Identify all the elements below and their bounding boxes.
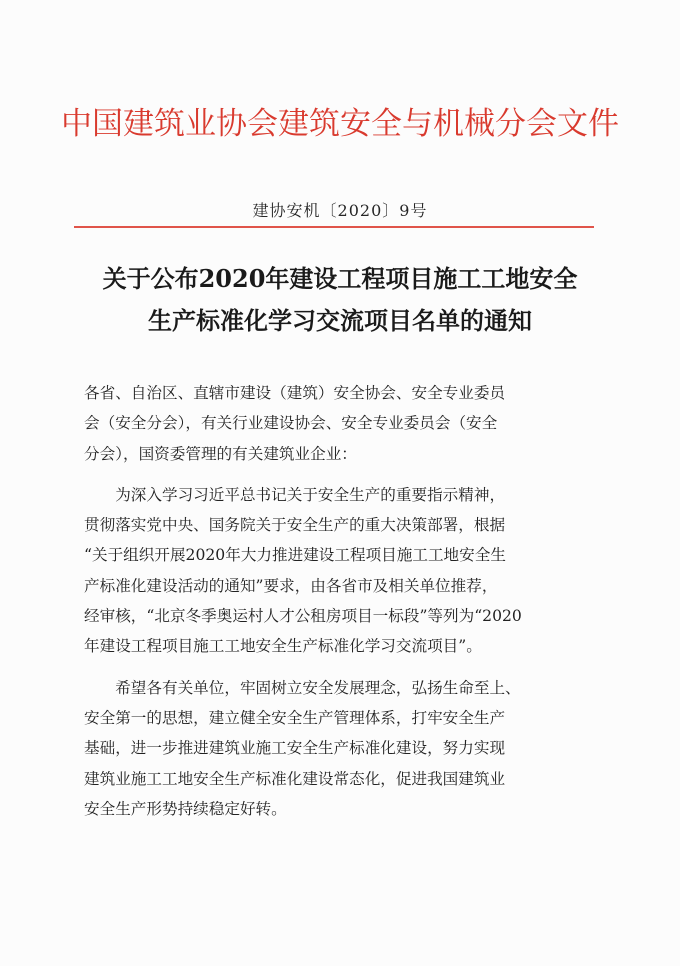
paragraph1-line: 为深入学习习近平总书记关于安全生产的重要指示精神， [84, 485, 506, 504]
paragraph2-line: 希望各有关单位，牢固树立安全发展理念，弘扬生命至上、 [84, 678, 521, 697]
paragraph1-line: “关于组织开展2020年大力推进建设工程项目施工工地安全生 [84, 546, 506, 565]
paragraph1-line: 产标准化建设活动的通知”要求，由各省市及相关单位推荐， [84, 576, 498, 595]
notice-body [84, 378, 600, 824]
org-header-title: 中国建筑业协会建筑安全与机械分会文件 [61, 106, 619, 142]
paragraph1-line: 经审核，“北京冬季奥运村人才公租房项目一标段”等列为“2020 [84, 607, 522, 626]
paragraph1-line: 贯彻落实党中央、国务院关于安全生产的重大决策部署，根据 [84, 516, 506, 535]
addressee-line: 会（安全分会），有关行业建设协会、安全专业委员会（安全 [84, 414, 498, 433]
addressee-line: 各省、自治区、直辖市建设（建筑）安全协会、安全专业委员 [84, 384, 506, 402]
paragraph2-line: 安全第一的思想，建立健全安全生产管理体系，打牢安全生产 [84, 708, 506, 727]
notice-title-line: 生产标准化学习交流项目名单的通知 [148, 306, 532, 335]
addressee-line: 分会），国资委管理的有关建筑业企业： [84, 444, 357, 463]
paragraph-gap [84, 469, 600, 480]
paragraph2-line: 基础，进一步推进建筑业施工安全生产标准化建设，努力实现 [84, 739, 506, 758]
red-divider-rule [74, 226, 594, 228]
paragraph2-line: 安全生产形势持续稳定好转。 [84, 799, 287, 818]
paragraph-gap [84, 662, 600, 673]
notice-title-line: 关于公布2020年建设工程项目施工工地安全 [102, 264, 578, 293]
paragraph2-line: 建筑业施工工地安全生产标准化建设常态化，促进我国建筑业 [84, 769, 506, 788]
paragraph1-line: 年建设工程项目施工工地安全生产标准化学习交流项目”。 [84, 637, 482, 656]
notice-title [60, 258, 620, 342]
document-number: 建协安机〔2020〕9号 [252, 201, 428, 220]
